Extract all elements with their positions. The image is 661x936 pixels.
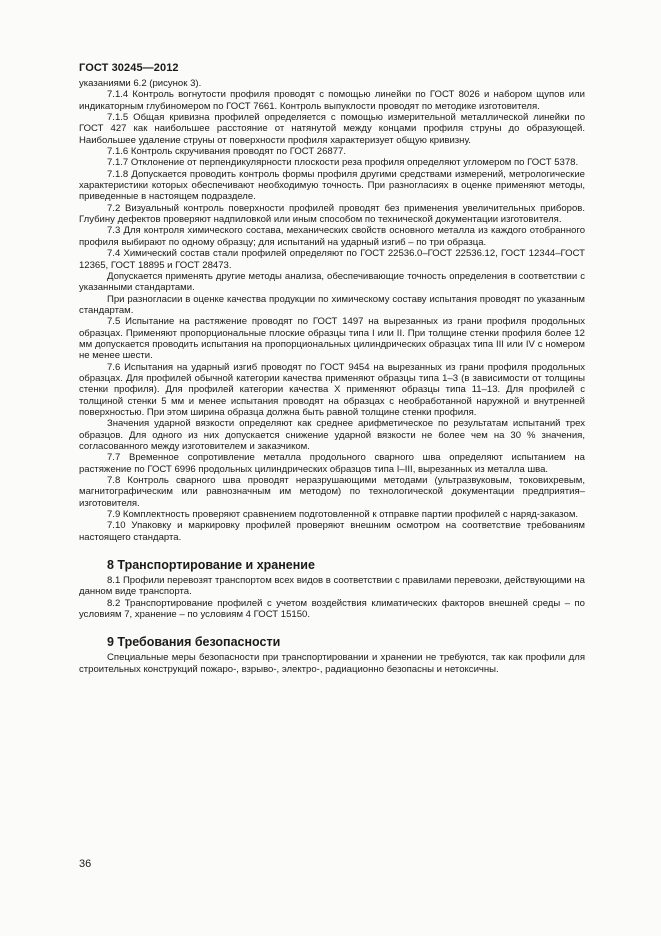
paragraph-7-5: 7.5 Испытание на растяжение проводят по ГОСТ 1497 на вырезанных из грани профиля продольных образцах. Применяют пропорциональные плоские образцы типа I или II. При толщине стенки профиля более 12 мм допускается проводить испытания на пропорциональных цилиндрических образцах типа III или IV с номером не менее шести. xyxy=(79,316,585,362)
paragraph-7-2: 7.2 Визуальный контроль поверхности профилей проводят без применения увеличительных приборов. Глубину дефектов проверяют надпиловкой или иным способом по технической документации изготовителя. xyxy=(79,202,585,226)
paragraph-8-1: 8.1 Профили перевозят транспортом всех видов в соответствии с правилами перевозки, действующими на данном виде транспорта. xyxy=(79,575,585,598)
paragraph-7-1-5: 7.1.5 Общая кривизна профилей определяется с помощью измерительной металлической линейки по ГОСТ 427 как наибольшее расстояние от натянутой между концами профиля струны до образующей. Наибольшее удаление струны от поверхности профиля характеризует общую кривизну. xyxy=(79,112,585,146)
paragraph-7-4-alt-methods: Допускается применять другие методы анализа, обеспечивающие точность определения в соответствии с указанными стандартами. xyxy=(79,270,585,294)
paragraph-7-4-disputes: При разногласии в оценке качества продукции по химическому составу испытания проводят по указанным стандартам. xyxy=(79,293,585,316)
document-body xyxy=(79,78,585,675)
section-9-heading: 9 Требования безопасности xyxy=(107,635,281,650)
paragraph-7-3: 7.3 Для контроля химического состава, механических свойств основного металла из каждого отобранного профиля выбирают по одному образцу; для испытаний на ударный изгиб – по три образца. xyxy=(79,225,585,248)
paragraph-7-9: 7.9 Комплектность проверяют сравнением подготовленной к отправке партии профилей с наряд-заказом. xyxy=(107,509,579,521)
page-number: 36 xyxy=(79,858,92,870)
section-8-heading: 8 Транспортирование и хранение xyxy=(107,558,315,573)
paragraph-7-1-7: 7.1.7 Отклонение от перпендикулярности плоскости реза профиля определяют угломером по ГОСТ 5378. xyxy=(107,157,579,169)
paragraph-7-8: 7.8 Контроль сварного шва проводят неразрушающими методами (ультразвуковым, токовихревым, магнитографическим или равнозначным им методом) по технологической документации предприятия–изготовителя. xyxy=(79,475,585,509)
paragraph-7-6: 7.6 Испытания на ударный изгиб проводят по ГОСТ 9454 на вырезанных из грани профиля продольных образцах. Для профилей обычной категории качества применяют образцы типа 1–3 (в зависимости от толщины стенки профиля). Для профилей категории качества Х применяют образцы типа 11–13. Для профилей с толщиной стенки 5 мм и менее испытания проводят на образцах с необработанной наружной и внутренней поверхностью. При этом ширина образца должна быть равной толщине стенки профиля. xyxy=(79,361,585,418)
paragraph-7-1-4: 7.1.4 Контроль вогнутости профиля проводят с помощью линейки по ГОСТ 8026 и набором щупов или индикаторным глубиномером по ГОСТ 7661. Контроль выпуклости проводят по методике изготовителя. xyxy=(79,89,585,112)
paragraph-continuation: указаниями 6.2 (рисунок 3). xyxy=(79,78,202,89)
standard-header: ГОСТ 30245—2012 xyxy=(79,62,179,74)
paragraph-9: Специальные меры безопасности при транспортировании и хранении не требуются, так как профили для строительных конструкций пожаро-, взрыво-, электро-, радиационно безопасны и нетоксичны. xyxy=(79,652,585,675)
paragraph-7-6-impact-values: Значения ударной вязкости определяют как среднее арифметическое по результатам испытаний трех образцов. Для одного из них допускается снижение ударной вязкости не более чем на 30 % значения, согласованного между изготовителем и заказчиком. xyxy=(79,418,585,452)
paragraph-7-1-6: 7.1.6 Контроль скручивания проводят по ГОСТ 26877. xyxy=(107,146,347,158)
paragraph-7-10: 7.10 Упаковку и маркировку профилей проверяют внешним осмотром на соответствие требованиям настоящего стандарта. xyxy=(79,520,585,543)
paragraph-7-4: 7.4 Химический состав стали профилей определяют по ГОСТ 22536.0–ГОСТ 22536.12, ГОСТ 12344–ГОСТ 12365, ГОСТ 18895 и ГОСТ 28473. xyxy=(79,248,585,271)
paragraph-7-1-8: 7.1.8 Допускается проводить контроль формы профиля другими средствами измерений, метрологические характеристики которых обеспечивают необходимую точность. При разногласиях в оценке применяют методы, приведенные в настоящем подразделе. xyxy=(79,168,585,203)
paragraph-7-7: 7.7 Временное сопротивление металла продольного сварного шва определяют испытанием на растяжение по ГОСТ 6996 продольных цилиндрических образцов типа I–III, вырезанных из металла шва. xyxy=(79,452,585,475)
paragraph-8-2: 8.2 Транспортирование профилей с учетом воздействия климатических факторов внешней среды – по условиям 7, хранение – по условиям 4 ГОСТ 15150. xyxy=(79,597,585,621)
